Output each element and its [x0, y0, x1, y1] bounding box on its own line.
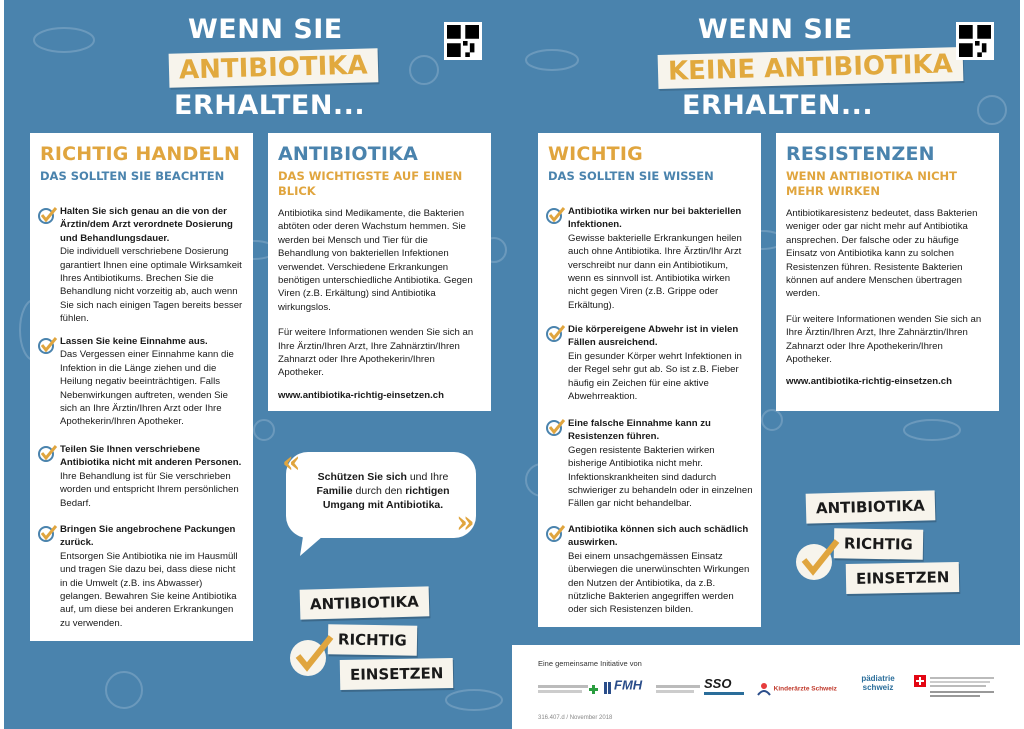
logo-sso: SSO	[704, 680, 744, 695]
item-heading: Teilen Sie Ihnen verschriebene Antibiotika nicht mit anderen Personen.	[60, 444, 242, 469]
list-item	[546, 323, 753, 403]
card-title: RICHTIG HANDELN	[40, 143, 241, 165]
logo-gesellschaft	[656, 683, 700, 700]
list-item	[38, 443, 245, 510]
item-text: Gewisse bakterielle Erkrankungen heilen auch ohne Antibiotika. Ihre Ärztin/Ihr Arzt verschreibt nur dann ein Antibiotikum, wenn es sinnvoll ist. Antibiotika wirken nicht gegen Viren (z.B. Grippe oder Erkältung).	[568, 232, 742, 311]
check-icon	[546, 524, 568, 542]
item-text: Gegen resistente Bakterien wirken bisherige Antibiotika nicht mehr. Infektionskrankheiten sind dadurch schwieriger zu behandeln oder in einzelnen Fällen gar nicht behandelbar.	[568, 444, 753, 510]
initiative-label: Eine gemeinsame Initiative von	[538, 659, 642, 668]
close-quote: »	[456, 505, 475, 540]
list-item	[546, 205, 753, 312]
item-text: Ihre Behandlung ist für Sie verschrieben worden und entspricht Ihrem persönlichen Bedarf.	[60, 470, 239, 509]
card-richtig-handeln	[30, 133, 253, 641]
card-wichtig	[538, 133, 761, 627]
check-icon	[546, 418, 568, 436]
item-heading: Die körpereigene Abwehr ist in vielen Fällen ausreichend.	[568, 324, 739, 349]
list-item	[546, 523, 753, 617]
header-line-1: WENN SIE	[698, 14, 853, 45]
card-antibiotika	[268, 133, 491, 411]
card-title: ANTIBIOTIKA	[278, 143, 418, 165]
card-paragraph: Antibiotika sind Medikamente, die Bakterien abtöten oder deren Wachstum hemmen. Sie werden bei Mensch und Tier für die Behandlung von bakteriellen Infektionen verwendet. Verschiedene Erkrankungen benötigen unterschiedliche Antibiotika. Gegen Viren (z.B. Erkältung) sind Antibiotika wirkungslos.	[278, 208, 473, 313]
item-text: Bei einem unsachgemässen Einsatz überwiegen die unerwünschten Wirkungen den Nutzen der Antibiotika, da z.B. nützliche Bakterien angegriffen werden oder sich Resistenzen bilden.	[568, 550, 750, 616]
open-quote: «	[282, 445, 301, 480]
check-icon	[546, 206, 568, 224]
check-icon	[38, 444, 60, 462]
check-icon	[38, 336, 60, 354]
card-paragraph: Antibiotikaresistenz bedeutet, dass Bakterien weniger oder gar nicht mehr auf Antibiotika ansprechen. Der falsche oder zu häufige Einsatz von Antibiotika kann zu solchen Resistenzen führen. Resistente Bakterien können auf andere Menschen übertragen werden.	[786, 208, 978, 300]
speech-bubble	[286, 452, 476, 538]
tag-richtig: RICHTIG	[328, 624, 417, 656]
list-item	[38, 335, 245, 429]
card-paragraph: Für weitere Informationen wenden Sie sich an Ihre Ärztin/Ihren Arzt, Ihre Zahnärztin/Ihren Zahnarzt oder Ihre Apothekerin/Ihren Apotheker.	[786, 313, 982, 366]
tag-einsetzen: EINSETZEN	[846, 562, 960, 594]
qr-code[interactable]	[444, 22, 482, 60]
check-icon	[38, 206, 60, 224]
logo-fmh: FMH	[604, 681, 642, 695]
bubble-text: und Ihre	[406, 471, 449, 483]
check-badge-icon	[288, 632, 338, 678]
tag-einsetzen: EINSETZEN	[340, 658, 454, 690]
item-text: Entsorgen Sie Antibiotika nie im Hausmüll und tragen Sie dazu bei, dass diese nicht in die Umwelt (z.B. ins Abwasser) gelangen. Bewahren Sie keine Antibiotika auf, um diese bei anderen Erkrankungen zu verwenden.	[60, 550, 238, 629]
header-banner: KEINE ANTIBIOTIKA	[658, 47, 964, 89]
card-subtitle: WENN ANTIBIOTIKA NICHT MEHR WIRKEN	[786, 169, 958, 198]
item-text: Die individuell verschriebene Dosierung garantiert Ihnen eine optimale Wirksamkeit Ihres Antibiotikums. Brechen Sie die Behandlung nicht vorzeitig ab, auch wenn Sie sich nach einigen Tagen bereits besser fühlen.	[60, 246, 243, 325]
list-item	[38, 205, 245, 326]
left-panel	[4, 0, 512, 729]
card-title: WICHTIG	[548, 143, 643, 165]
card-subtitle: DAS SOLLTEN SIE WISSEN	[548, 169, 714, 183]
item-heading: Antibiotika können sich auch schädlich auswirken.	[568, 524, 749, 549]
logo-ärztinnen	[538, 683, 598, 700]
right-panel	[512, 0, 1020, 729]
item-heading: Lassen Sie keine Einnahme aus.	[60, 336, 208, 347]
card-resistenzen	[776, 133, 999, 411]
check-icon	[38, 524, 60, 542]
card-subtitle: DAS SOLLTEN SIE BEACHTEN	[40, 169, 225, 183]
logo-bag	[914, 675, 1004, 701]
item-text: Das Vergessen einer Einnahme kann die Infektion in die Länge ziehen und die Heilung negativ beeinträchtigen. Falls Nebenwirkungen auftreten, wenden Sie sich an Ihre Ärztin/Ihren Arzt oder Ihre Apothekerin/Ihren Apotheker.	[60, 349, 234, 428]
item-heading: Bringen Sie angebrochene Packungen zurück.	[60, 524, 236, 549]
check-badge-icon	[794, 536, 844, 582]
logo-kinderaerzte: Kinderärzte Schweiz	[756, 681, 856, 697]
card-title: RESISTENZEN	[786, 143, 935, 165]
list-item	[38, 523, 245, 630]
bubble-text: Schützen Sie sich	[317, 471, 407, 483]
tag-antibiotika: ANTIBIOTIKA	[300, 586, 430, 619]
website-link[interactable]: www.antibiotika-richtig-einsetzen.ch	[786, 376, 952, 388]
header-line-3: ERHALTEN...	[682, 90, 874, 121]
logo-paediatrie: pädiatrie schweiz	[861, 674, 895, 692]
item-heading: Halten Sie sich genau an die von der Ärztin/dem Arzt verordnete Dosierung und Behandlungsdauer.	[60, 206, 233, 244]
header-line-3: ERHALTEN...	[174, 90, 366, 121]
footer	[512, 645, 1020, 729]
tag-antibiotika: ANTIBIOTIKA	[806, 490, 936, 523]
header-line-1: WENN SIE	[188, 14, 343, 45]
bubble-text: Familie	[316, 485, 353, 497]
card-paragraph: Für weitere Informationen wenden Sie sich an Ihre Ärztin/Ihren Arzt, Ihre Zahnärztin/Ihren Zahnarzt oder Ihre Apothekerin/Ihren Apotheker.	[278, 327, 474, 379]
website-link[interactable]: www.antibiotika-richtig-einsetzen.ch	[278, 389, 444, 401]
card-subtitle: DAS WICHTIGSTE AUF EINEN BLICK	[278, 169, 463, 198]
bubble-text: richtigen Umgang mit Antibiotika.	[322, 485, 450, 511]
header-banner: ANTIBIOTIKA	[169, 48, 378, 87]
check-icon	[546, 324, 568, 342]
document-code: 316.407.d / November 2018	[538, 715, 613, 721]
bubble-text: durch den	[352, 485, 406, 497]
list-item	[546, 417, 753, 511]
tag-richtig: RICHTIG	[834, 528, 923, 560]
item-text: Ein gesunder Körper wehrt Infektionen in der Regel sehr gut ab. So ist z.B. Fieber häufig ein Zeichen für eine aktive Abwehrreaktion.	[568, 350, 742, 403]
item-heading: Eine falsche Einnahme kann zu Resistenzen führen.	[568, 418, 711, 443]
item-heading: Antibiotika wirken nur bei bakteriellen Infektionen.	[568, 206, 742, 231]
qr-code[interactable]	[956, 22, 994, 60]
